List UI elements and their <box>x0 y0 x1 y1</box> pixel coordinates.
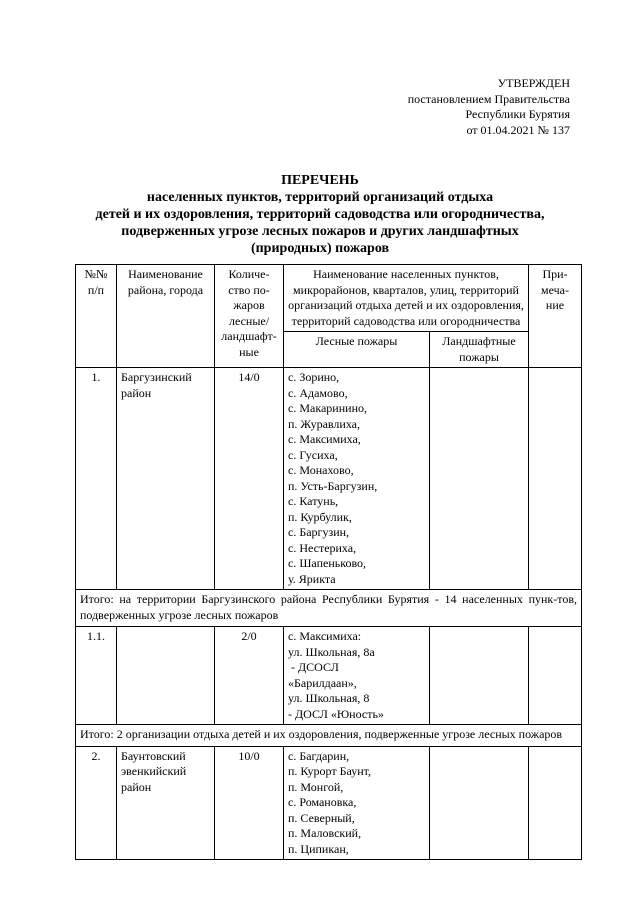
place-item: с. Баргузин, <box>288 525 350 539</box>
header-count: Количе-ство по-жаров лесные/ ландшафт-ные <box>215 265 284 368</box>
place-item: п. Курорт Баунт, <box>288 764 371 778</box>
row-landscape <box>430 746 529 860</box>
place-item: с. Багдарин, <box>288 748 350 763</box>
fire-risk-table <box>75 264 582 860</box>
total-text: Итого: на территории Баргузинского района Республики Бурятия - 14 населенных пунк-тов, подверженных угрозе лесных пожаров <box>76 590 582 627</box>
header-forest: Лесные пожары <box>284 332 430 368</box>
place-item: с. Максимиха: <box>288 629 362 643</box>
place-item: с. Гусиха, <box>288 447 338 462</box>
row-forest-list <box>284 627 430 725</box>
row-district: Баргузинский район <box>117 368 215 590</box>
place-item: п. Северный, <box>288 810 355 825</box>
header-num: №№ п/п <box>76 265 117 368</box>
approval-stamp <box>408 76 570 138</box>
place-item: у. Ярикта <box>288 571 336 586</box>
place-item: - ДСОСЛ <box>288 660 339 674</box>
place-item: п. Монгой, <box>288 779 344 794</box>
row-note <box>529 368 582 590</box>
row-count: 10/0 <box>215 746 284 860</box>
approved-label: УТВЕРЖДЕН <box>497 76 570 90</box>
table-row <box>76 368 582 590</box>
title-line: (природных) пожаров <box>250 241 390 256</box>
table-header-row <box>76 265 582 332</box>
title-line: ПЕРЕЧЕНЬ <box>281 173 359 188</box>
document-title <box>0 172 640 257</box>
row-landscape <box>430 627 529 725</box>
place-item: с. Макаринино, <box>288 401 367 415</box>
place-item: с. Максимиха, <box>288 432 361 446</box>
header-note: При-меча-ние <box>529 265 582 368</box>
place-item: п. Журавлиха, <box>288 416 360 431</box>
header-landscape: Ландшафтные пожары <box>430 332 529 368</box>
row-count: 14/0 <box>215 368 284 590</box>
place-item: «Барилдаан», <box>288 675 357 690</box>
place-item: с. Шапеньково, <box>288 556 367 570</box>
place-item: с. Романовка, <box>288 795 357 809</box>
row-forest-list <box>284 368 430 590</box>
place-item: п. Усть-Баргузин, <box>288 478 378 493</box>
total-text: Итого: 2 организации отдыха детей и их оздоровления, подверженные угрозе лесных пожаров <box>76 725 582 747</box>
row-note <box>529 746 582 860</box>
row-count: 2/0 <box>215 627 284 725</box>
row-num: 1. <box>76 368 117 590</box>
title-line: населенных пунктов, территорий организаций отдыха <box>146 190 494 205</box>
approved-by: постановлением Правительства <box>407 91 570 106</box>
place-item: с. Адамово, <box>288 385 348 400</box>
row-num: 2. <box>76 746 117 860</box>
row-num: 1.1. <box>76 627 117 725</box>
place-item: с. Зорино, <box>288 370 340 384</box>
header-district: Наименование района, города <box>117 265 215 368</box>
title-line: детей и их оздоровления, территорий садоводства или огородничества, <box>95 207 545 222</box>
place-item: п. Ципикан, <box>288 841 349 856</box>
table-row <box>76 746 582 860</box>
table-row <box>76 627 582 725</box>
place-item: с. Катунь, <box>288 494 339 508</box>
place-item: с. Нестериха, <box>288 540 357 555</box>
total-row <box>76 590 582 627</box>
header-places: Наименование населенных пунктов, микрорайонов, кварталов, улиц, территорий организаций отдыха детей и их оздоровления, территорий садоводства или огородничества <box>284 265 529 332</box>
title-line: подверженных угрозе лесных пожаров и других ландшафтных <box>121 224 519 239</box>
place-item: с. Монахово, <box>288 463 354 477</box>
approved-date: от 01.04.2021 № 137 <box>466 122 570 137</box>
row-district <box>117 627 215 725</box>
row-district: Баунтовский эвенкийский район <box>117 746 215 860</box>
row-forest-list <box>284 746 430 860</box>
total-row <box>76 725 582 747</box>
approved-authority: Республики Бурятия <box>465 107 570 121</box>
place-item: п. Курбулик, <box>288 509 352 524</box>
place-item: - ДОСЛ «Юность» <box>288 706 384 721</box>
place-item: ул. Школьная, 8 <box>288 691 370 705</box>
row-note <box>529 627 582 725</box>
row-landscape <box>430 368 529 590</box>
place-item: ул. Школьная, 8а <box>288 644 375 659</box>
place-item: п. Маловский, <box>288 826 362 840</box>
